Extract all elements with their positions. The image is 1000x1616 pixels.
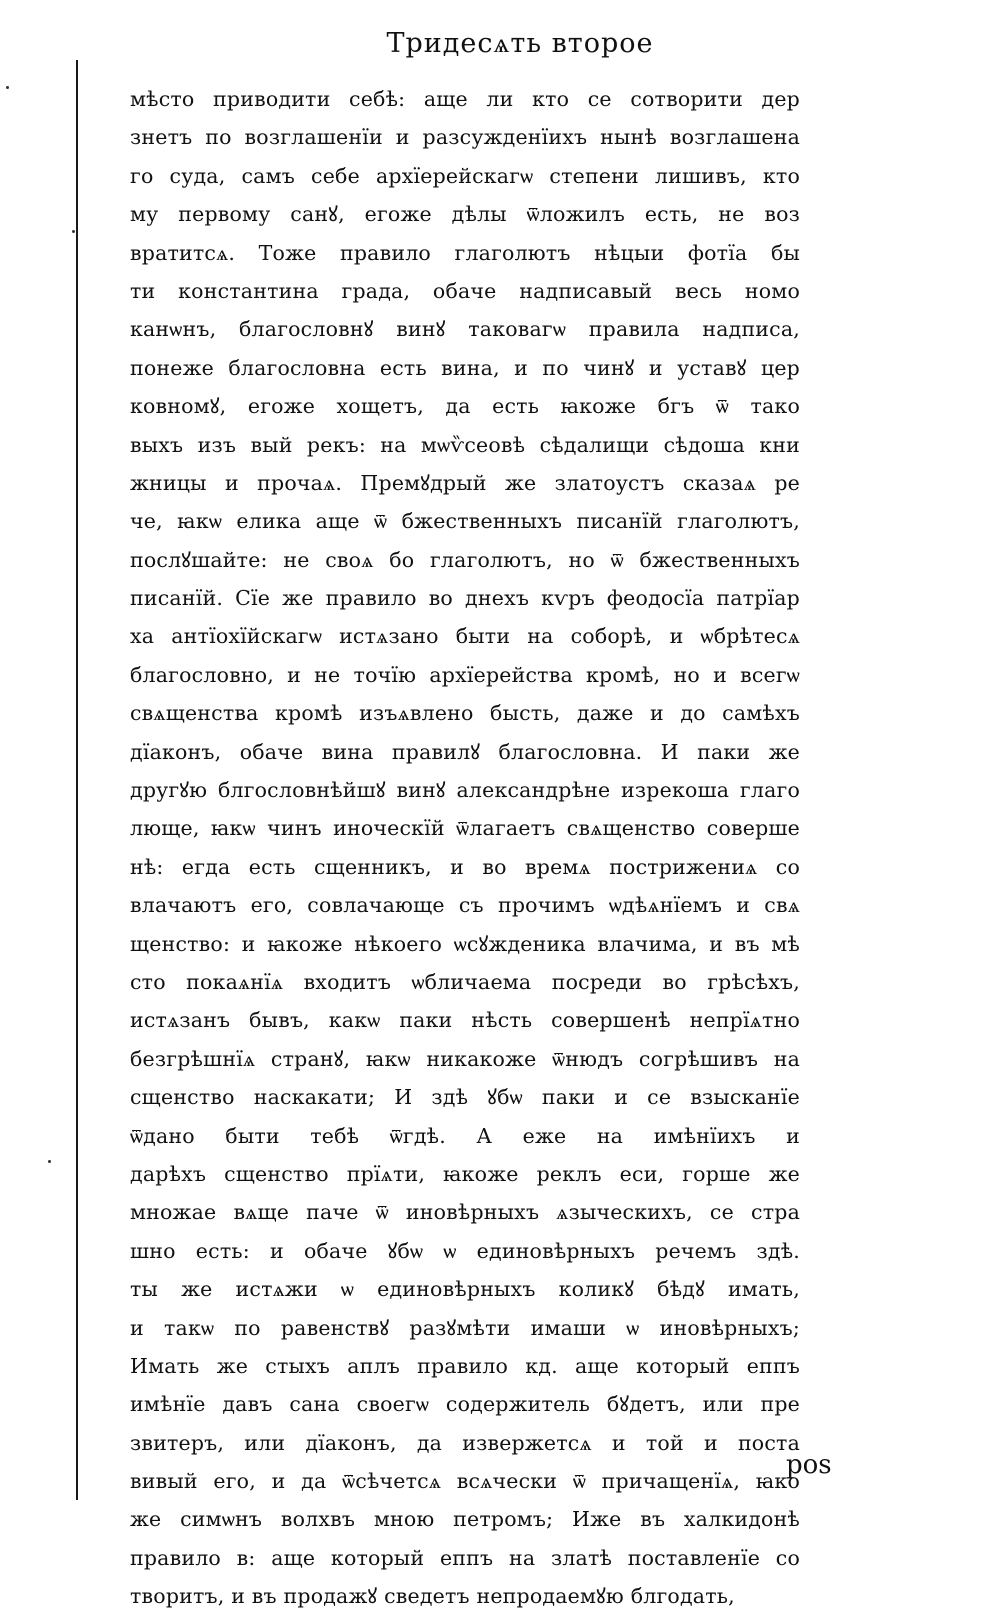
print-speck: [48, 1160, 51, 1163]
text-line: вратитсѧ. Тоже правило глаголютъ нѣцыи фотїа бы: [130, 240, 800, 265]
text-line: благословно, и не точїю архїерейства кромѣ, но и всегѡ: [130, 662, 800, 687]
text-line: понеже благословна есть вина, и по чинꙋ и уставꙋ цер: [130, 355, 800, 380]
text-block: [130, 80, 800, 1616]
text-line: другꙋю блгословнѣйшꙋ винꙋ александрѣне изрекоша глаго: [130, 778, 800, 803]
text-line: мѣсто приводити себѣ: аще ли кто се сотворити дер: [130, 87, 800, 111]
text-line: звитеръ, или дїаконъ, да извержетсѧ и той и поста: [130, 1430, 800, 1455]
text-line: выхъ изъ вый рекъ: на мѡѷсеовѣ сѣдалищи сѣдоша кни: [130, 432, 800, 457]
text-line: и такѡ по равенствꙋ разꙋмѣти имаши ѡ иновѣрныхъ;: [130, 1315, 800, 1340]
text-line: писанїй. Сїе же правило во днехъ кѵръ феодосїа патрїар: [130, 586, 800, 611]
folio-number: роѕ: [786, 1450, 832, 1480]
text-line: правило в: аще который еппъ на златѣ поставленїе со: [130, 1545, 800, 1570]
text-line: нѣ: егда есть сщенникъ, и во времѧ пострижениѧ со: [130, 854, 800, 879]
text-line: свѧщенства кромѣ изъѧвлено бысть, даже и до самѣхъ: [130, 701, 800, 726]
print-speck: [6, 86, 9, 89]
running-head: Тридесѧть второе: [386, 28, 654, 59]
text-line: имѣнїе давъ сана своегѡ содержитель бꙋдетъ, или пре: [130, 1392, 800, 1417]
text-line: шно есть: и обаче ꙋбѡ ѡ единовѣрныхъ речемъ здѣ.: [130, 1238, 800, 1263]
print-speck: [72, 230, 75, 233]
text-line: же симѡнъ волхвъ мною петромъ; Иже въ халкидонѣ: [130, 1507, 800, 1532]
text-line: истѧзанъ бывъ, какѡ паки нѣсть совершенѣ непрїѧтно: [130, 1008, 800, 1033]
text-line: дарѣхъ сщенство прїѧти, ꙗкоже реклъ еси, горше же: [130, 1161, 800, 1186]
text-line: ты же истѧжи ѡ единовѣрныхъ коликꙋ бѣдꙋ имать,: [130, 1277, 800, 1302]
text-line: вивый его, и да ѿсѣчетсѧ всѧчески ѿ причащенїѧ, ꙗко: [130, 1469, 800, 1494]
text-line: безгрѣшнїѧ странꙋ, ꙗкѡ никакоже ѿнюдъ согрѣшивъ на: [130, 1046, 800, 1071]
text-line: творитъ, и въ продажꙋ сведетъ непродаемꙋю блгодать,: [130, 1584, 735, 1609]
text-line: го суда, самъ себе архїерейскагѡ степени лишивъ, кто: [130, 163, 800, 188]
text-line: ти константина града, обаче надписавый весь номо: [130, 278, 800, 303]
text-line: люще, ꙗкѡ чинъ иноческїй ѿлагаетъ свѧщенство соверше: [130, 816, 800, 841]
margin-rule: [76, 60, 78, 1500]
text-line: щенство: и ꙗкоже нѣкоего ѡсꙋжденика влачима, и въ мѣ: [130, 931, 800, 956]
text-line: че, ꙗкѡ елика аще ѿ бжественныхъ писанїй глаголютъ,: [130, 509, 800, 534]
text-line: ковномꙋ, егоже хощетъ, да есть ꙗкоже бгъ ѿ тако: [130, 394, 800, 419]
text-line: дїаконъ, обаче вина правилꙋ благословна. И паки же: [130, 739, 800, 764]
text-line: му первому санꙋ, егоже дѣлы ѿложилъ есть, не воз: [130, 202, 800, 227]
text-line: жницы и прочаѧ. Премꙋдрый же златоустъ сказаѧ ре: [130, 470, 800, 495]
text-line: множае вѧще паче ѿ иновѣрныхъ ѧзыческихъ, се стра: [130, 1200, 800, 1225]
text-line: знетъ по возглашенїи и разсужденїихъ нынѣ возглашена: [130, 125, 800, 150]
text-line: Имать же стыхъ аплъ правило кд. аще который еппъ: [130, 1353, 800, 1378]
text-line: сто покаѧнїѧ входитъ ѡбличаема посреди во грѣсѣхъ,: [130, 969, 800, 994]
text-line: ха антїохїйскагѡ истѧзано быти на соборѣ, и ѡбрѣтесѧ: [130, 624, 800, 649]
text-line: влачаютъ его, совлачающе съ прочимъ ѡдѣѧнїемъ и свѧ: [130, 893, 800, 918]
text-line: сщенство наскакати; И здѣ ꙋбѡ паки и се взысканїе: [130, 1085, 800, 1110]
text-line: ѿдано быти тебѣ ѿгдѣ. А еже на имѣнїихъ и: [130, 1123, 800, 1148]
text-line: канѡнъ, благословнꙋ винꙋ таковагѡ правила надписа,: [130, 317, 800, 342]
text-line: послꙋшайте: не своѧ бо глаголютъ, но ѿ бжественныхъ: [130, 547, 800, 572]
